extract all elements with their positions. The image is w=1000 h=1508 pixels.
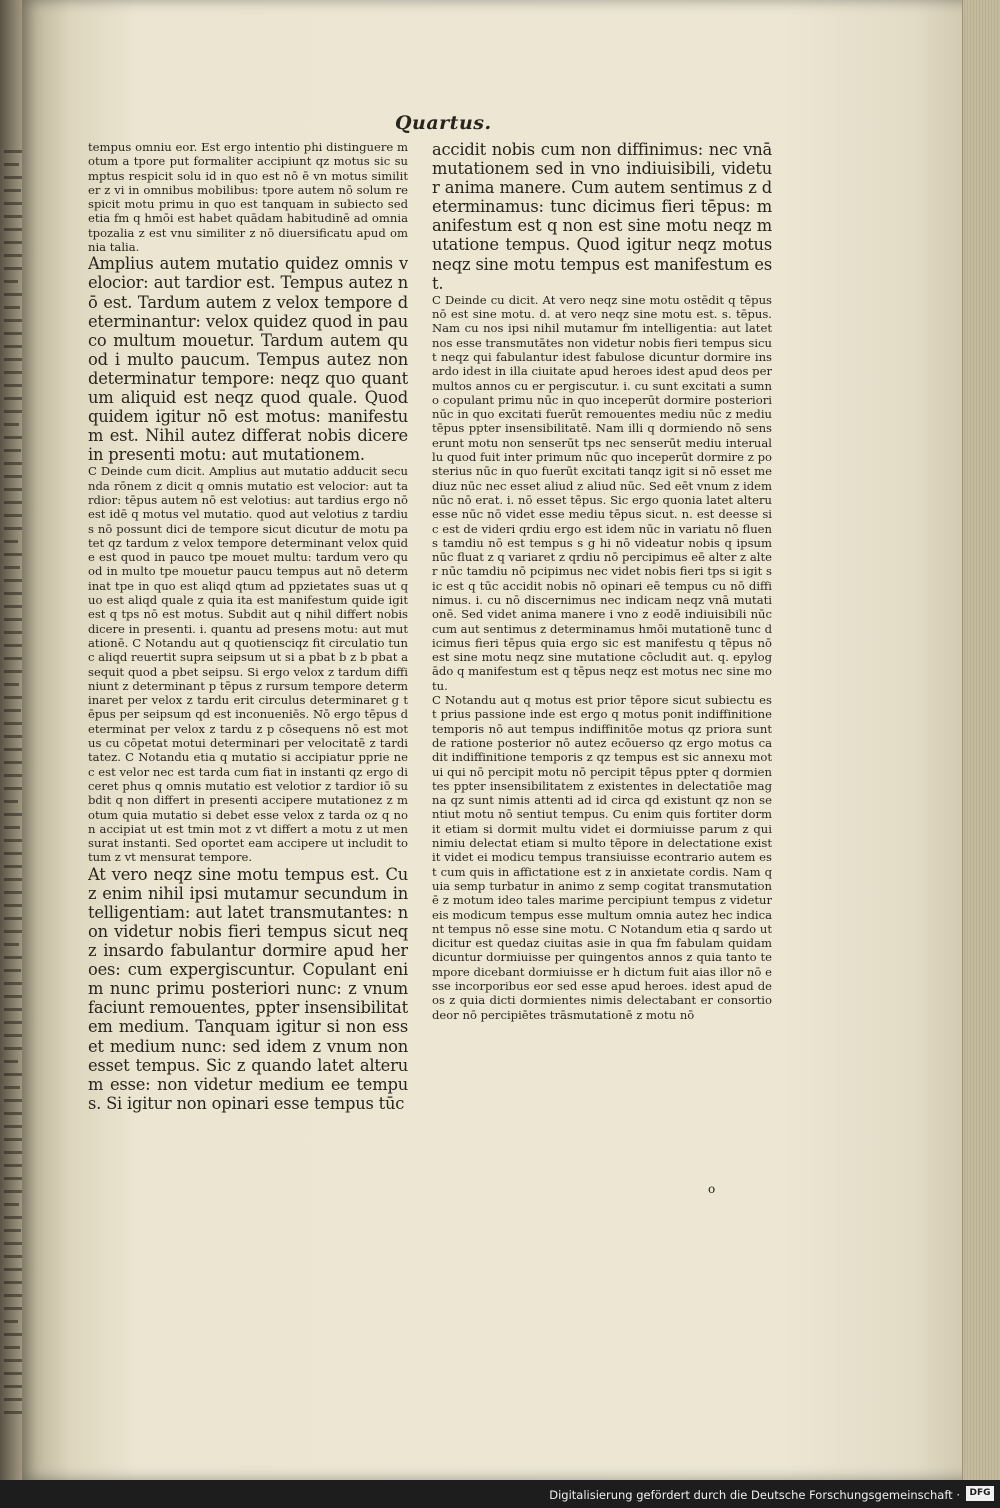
adjacent-page-text-fragment xyxy=(4,1255,23,1258)
main-text-block: At vero neqz sine motu tempus est. Cuz enim nihil ipsi mutamur secundum intelligentiam: aut latet transmutantes: non videtur nobis fieri tempus sicut neqz insardo fabulantur dormire apud heroes: cum expergiscuntur. Copulant enim nunc primu posteriori nunc: z vnum faciunt remouentes, ppter insensibilitatem medium. Tanquam igitur si non esset medium nunc: sed idem z vnum non esset tempus. Sic z quando latet alterum esse: non videtur medium ee tempus. Si igitur non opinari esse tempus tūc xyxy=(88,864,408,1113)
adjacent-page-text-fragment xyxy=(4,1086,20,1089)
adjacent-page-text-fragment xyxy=(4,449,21,452)
adjacent-page-text-fragment xyxy=(4,566,20,569)
adjacent-page-text-fragment xyxy=(4,969,21,972)
adjacent-page-text-fragment xyxy=(4,163,19,166)
adjacent-page-text-fragment xyxy=(4,475,23,478)
commentary-block: tempus omniu eor. Est ergo intentio phi distinguere motum a tpore put formaliter accipiunt qz motus sic sumptus respicit solu id in quo est nō ē vn motus similiter z vi in omnibus mobilibus: tpore autem nō solum respicit motu primu in quo est tanquam in subiecto sed etia fm q hmōi est habet quādam habitudinē ad omnia tpozalia z est vnu similiter z nō diuersificatu apud omnia talia. xyxy=(88,140,408,255)
adjacent-page-text-fragment xyxy=(4,709,21,712)
adjacent-page-text-fragment xyxy=(4,306,20,309)
adjacent-page-text-fragment xyxy=(4,878,24,881)
adjacent-page-text-fragment xyxy=(4,618,24,621)
adjacent-page-text-fragment xyxy=(4,1112,22,1115)
adjacent-page-text-fragment xyxy=(4,423,19,426)
signature-mark: o xyxy=(708,1182,716,1196)
adjacent-page-text-fragment xyxy=(4,189,21,192)
page-edges xyxy=(962,0,1000,1480)
left-column xyxy=(88,140,408,1195)
adjacent-page-text-fragment xyxy=(4,592,22,595)
adjacent-page-text-fragment xyxy=(4,1203,19,1206)
adjacent-page-text-fragment xyxy=(4,1060,18,1063)
adjacent-page-text-fragment xyxy=(4,1138,24,1141)
dfg-logo[interactable]: DFG xyxy=(966,1486,994,1501)
adjacent-page-text-fragment xyxy=(4,1398,24,1401)
commentary-block: C Notandu aut q motus est prior tēpore sicut subiectu est prius passione inde est ergo q motus ponit indiffinitione temporis nō aut tempus indiffinitōe motus qz priora sunt de ratione posterior nō autez ecōuerso qz ergo motus cadit indiffinitione temporis z qz tempus est sic annexu motui qui nō percipit motu nō percipit tēpus ppter q dormientes ppter insensibilitatem z existentes in delectatiōe magna qz sunt nimis attenti ad id circa qd existunt qz non sentiut motu nō sentiut tempus. Cu enim quis fortiter dormit etiam si dormit multu videt ei dormiuisse parum z qui nimiu delectat etiam si multo tēpore in delectatione existit videt ei modicu tempus transiuisse econtrario autem est cum quis in affictatione est z in anxietate cordis. Nam quia semp turbatur in animo z semp cogitat transmutationē z motum ideo tales marime percipiunt tempus z videtur eis modicum tempus esse multum omnia autez hec indicant tempus nō esse sine motu. C Notandum etia q sardo ut dicitur est quedaz ciuitas asie in qua fm fabulam quidam dicuntur dormiuisse per quingentos annos z quia tanto tempore dicebant dormiuisse er h dictum fuit aias illor nō esse incorporibus eor sed esse apud heroes. idest apud deos z quia dicti dormientes nimis delectabant er consortio deor nō percipiētes trāsmutationē z motu nō xyxy=(432,693,772,1022)
adjacent-page-text-fragment xyxy=(4,332,22,335)
adjacent-page-text-fragment xyxy=(4,943,19,946)
adjacent-page-text-fragment xyxy=(4,852,22,855)
adjacent-page-text-fragment xyxy=(4,1229,21,1232)
commentary-block: C Deinde cu dicit. At vero neqz sine motu ostēdit q tēpus nō est sine motu. d. at vero neqz sine motu est. s. tēpus. Nam cu nos ipsi nihil mutamur fm intelligentia: aut latet nos esse transmutātes non videtur nobis fieri tempus sicut neqz qui fabulantur idest fabulose dicuntur dormire insardo idest in illa ciuitate apud heroes idest apud deos per multos annos cu er pergiscutur. i. cu sunt excitati a sumno copulant primu nūc in quo inceperūt dormire posteriori nūc in quo excitati fuerūt remouentes mediu nūc z mediu tēpus ppter insensibilitatē. Nam illi q dormiendo nō senserunt motu non senserūt tps nec senserūt mediu interuallu quod fuit inter primum nūc quo inceperūt dormire z posterius nūc in quo fuerūt excitati tanqz igit si nō esset mediuz nūc nec esset aliud z aliud nūc. Sed eēt vnum z idem nūc nō erat. i. nō esset tēpus. Sic ergo quonia latet alteru esse nūc nō videt esse mediu tēpus sicut. n. est deesse sic est de videri qrdiu ergo est idem nūc in variatu nō fluens tamdiu nō est tempus s g hi nō videatur nobis q ipsum nūc fluat z q variaret z qrdiu nō percipimus eē alter z alter nūc tamdiu nō pcipimus nec videt nobis fieri tps si igit sic est q tūc accidit nobis nō opinari eē tempus cu nō diffinimus. i. cu nō discernimus nec indicam neqz vnā mutationē. Sed videt anima manere i vno z eodē indiuisibili nūc cum aut sentimus z determinamus hmōi mutationē tunc dicimus fieri tēpus quia ergo sic est manifestu q tēpus nō est sine motu neqz sine mutatione cōcludit aut. q. epylogādo q manifestum est q tēpus neqz est motus nec sine motu. xyxy=(432,292,772,693)
commentary-block: C Deinde cum dicit. Amplius aut mutatio adducit secunda rōnem z dicit q omnis mutatio est velocior: aut tardior: tēpus autem nō est velotius: aut tardius ergo nō est idē q motus vel mutatio. quod aut velotius z tardius nō possunt dici de tempore sicut dicutur de motu patet qz tardum z velox tempore determinant velox quide est quod in pauco tpe mouet multu: tardum vero quod in multo tpe mouetur paucu tempus aut nō determinat tpe in quo est aliqd qtum ad ppzietates suas ut quo est aliqd quale z quia ita est manifestum quide igit est q tps nō est motus. Subdit aut q nihil differt nobis dicere in presenti. i. quantu ad presens motu: aut mutationē. C Notandu aut q quotiensciqz fit circulatio tunc aliqd reuertit supra seipsum ut si a pbat b z b pbat a sequit quod a pbet seipsu. Si ergo velox z tardum diffiniunt z determinant p tēpus z rursum tempore determinaret per velox z tardu erit circulus determinaret g tēpus per seipsum qd est inconueniēs. Nō ergo tēpus determinat per velox z tardu z p cōsequens nō est motus cu cōpetat motui determinari per velocitatē z tarditatez. C Notandu etia q mutatio si accipiatur pprie nec est velor nec est tarda cum fiat in instanti qz ergo diceret phus q omnis mutatio est velotior z tardior iō subdit q non differt in presenti accipere mutationez z motum quia mutatio si debet esse velox z tarda oz q non accipiat ut est tmin mot z vt differt a motu z ut mensurat instanti. Sed oportet eam accipere ut includit totum z vt mensurat tempore. xyxy=(88,464,408,865)
adjacent-page-text-fragment xyxy=(4,280,18,283)
adjacent-page-text-fragment xyxy=(4,358,24,361)
adjacent-page-text-fragment xyxy=(4,683,19,686)
funding-notice: Digitalisierung gefördert durch die Deutsche Forschungsgemeinschaft · xyxy=(549,1488,960,1502)
main-text-block: Amplius autem mutatio quidez omnis velocior: aut tardior est. Tempus autez nō est. Tardum autem z velox tempore determinantur: velox quidez quod in pauco multum mouetur. Tardum autem quod i multo paucum. Tempus autez non determinatur tempore: neqz quo quantum aliquid est neqz quod quale. Quod quidem igitur nō est motus: manifestum est. Nihil autez differat nobis dicere in presenti motu: aut mutationem. xyxy=(88,254,408,465)
right-column xyxy=(432,140,772,1192)
adjacent-page-text-fragment xyxy=(4,826,20,829)
adjacent-page-text-fragment xyxy=(4,995,23,998)
adjacent-page-text-fragment xyxy=(4,540,18,543)
adjacent-page-text-fragment xyxy=(4,1346,20,1349)
adjacent-page-text-fragment xyxy=(4,800,18,803)
adjacent-page-text-fragment xyxy=(4,1320,18,1323)
adjacent-page-text-fragment xyxy=(4,735,23,738)
main-text-block: accidit nobis cum non diffinimus: nec vnā mutationem sed in vno indiuisibili, videtur anima manere. Cum autem sentimus z determinamus: tunc dicimus fieri tēpus: manifestum est q non est sine motu neqz mutatione tempus. Quod igitur neqz motus neqz sine motu tempus est manifestum est. xyxy=(432,140,772,293)
adjacent-page-text-fragment xyxy=(4,215,23,218)
adjacent-page-text-fragment xyxy=(4,1372,22,1375)
running-head: Quartus. xyxy=(395,112,492,134)
